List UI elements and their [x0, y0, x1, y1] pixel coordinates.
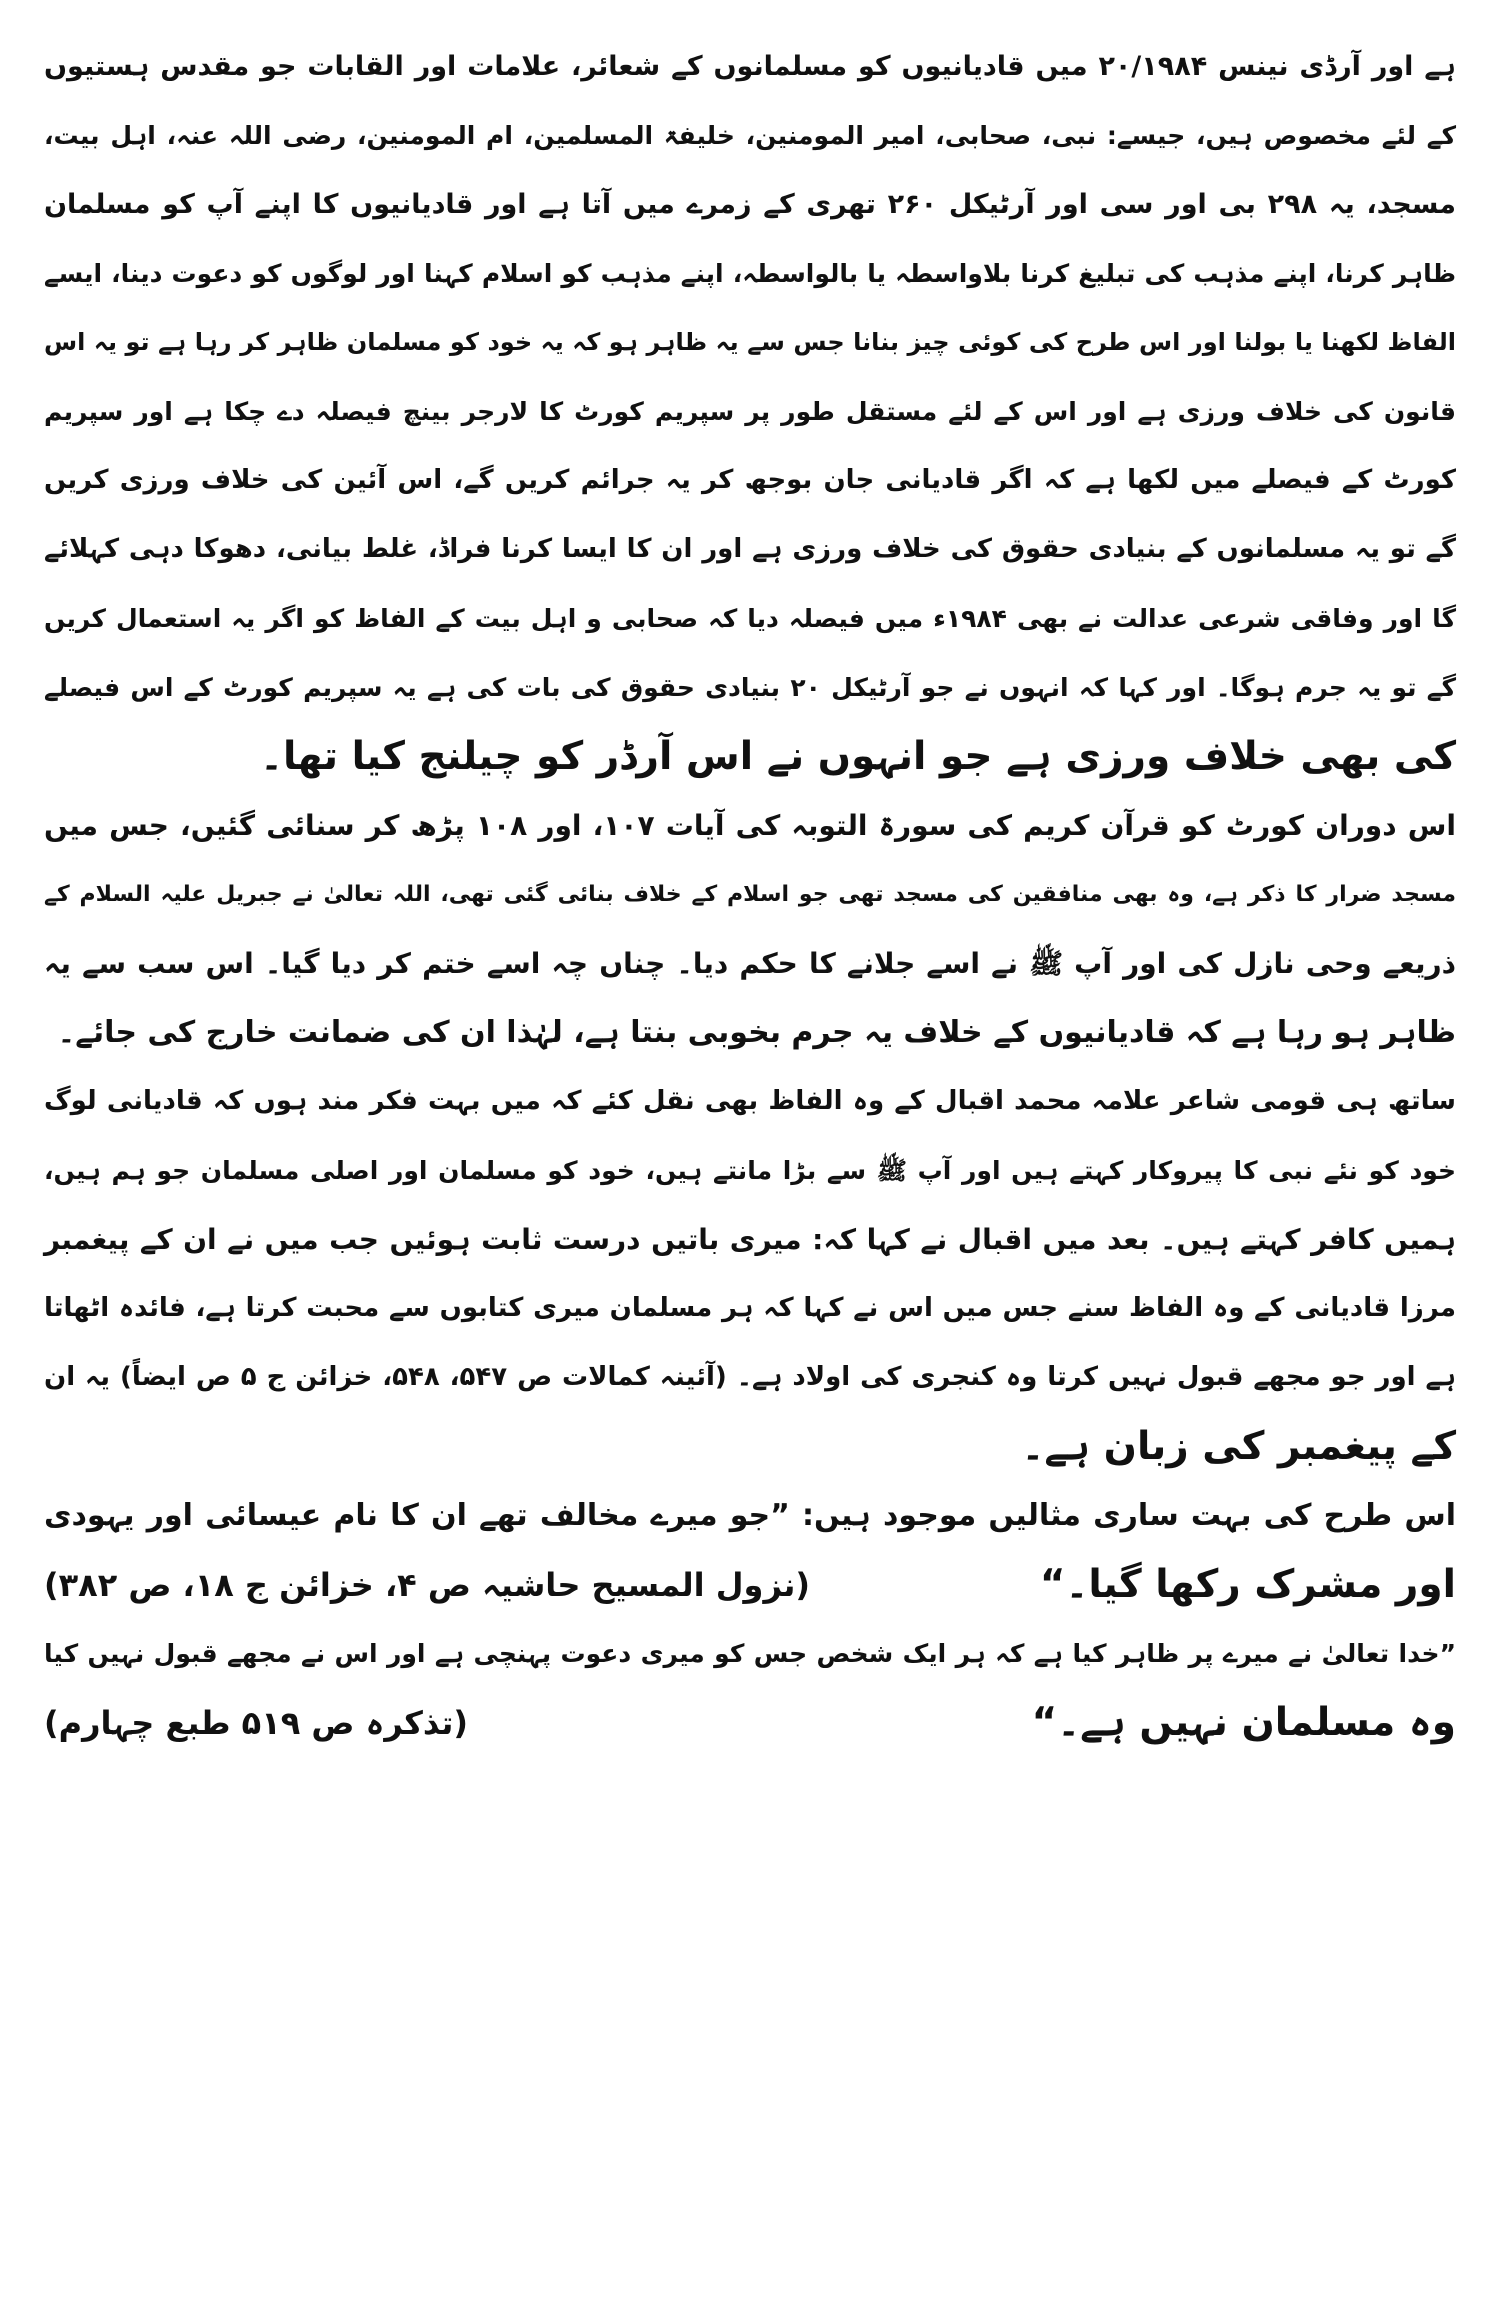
- quote-end-with-reference: [44, 1688, 1456, 1757]
- citation-reference: (نزول المسیح حاشیہ ص ۴، خزائن ج ۱۸، ص ۳۸۲): [44, 1565, 810, 1604]
- text-line: ذریعے وحی نازل کی اور آپ ﷺ نے اسے جلانے کا حکم دیا۔ چناں چہ اسے ختم کر دیا گیا۔ اس سب سے یہ: [44, 947, 1456, 980]
- paragraph-iqbal-quote: [44, 1067, 1456, 1481]
- text-line: اس طرح کی بہت ساری مثالیں موجود ہیں: ”جو میرے مخالف تھے ان کا نام عیسائی اور یہودی: [44, 1498, 1456, 1533]
- text-line: ظاہر کرنا، اپنے مذہب کی تبلیغ کرنا بلاواسطہ یا بالواسطہ، اپنے مذہب کو اسلام کہنا اور لوگوں کو دعوت دینا، ایسے: [44, 259, 1456, 288]
- text-line: ہے اور جو مجھے قبول نہیں کرتا وہ کنجری کی اولاد ہے۔ (آئینہ کمالات ص ۵۴۷، ۵۴۸، خزائن ج ۵ ص ایضاً) یہ ان: [44, 1362, 1456, 1392]
- text-line: خود کو نئے نبی کا پیروکار کہتے ہیں اور آپ ﷺ سے بڑا مانتے ہیں، خود کو مسلمان اور اصلی مسلمان جو ہم ہیں،: [44, 1156, 1456, 1185]
- text-line: گے تو یہ جرم ہوگا۔ اور کہا کہ انہوں نے جو آرٹیکل ۲۰ بنیادی حقوق کی بات کی ہے یہ سپریم کورٹ کے اس فیصلے: [44, 673, 1456, 702]
- text-line: قانون کی خلاف ورزی ہے اور اس کے لئے مستقل طور پر سپریم کورٹ کا لارجر بینچ فیصلہ دے چکا ہے اور سپریم: [44, 397, 1456, 426]
- text-line: وہ مسلمان نہیں ہے۔“: [1031, 1700, 1456, 1745]
- text-line: اس دوران کورٹ کو قرآن کریم کی سورۃ التوبہ کی آیات ۱۰۷، اور ۱۰۸ پڑھ کر سنائی گئیں، جس میں: [44, 809, 1456, 842]
- paragraph-ordinance: [44, 32, 1456, 791]
- text-line: کی بھی خلاف ورزی ہے جو انہوں نے اس آرڈر کو چیلنج کیا تھا۔: [260, 734, 1456, 779]
- text-line: کورٹ کے فیصلے میں لکھا ہے کہ اگر قادیانی جان بوجھ کر یہ جرائم کریں گے، اس آئین کی خلاف ورزی کریں: [44, 465, 1456, 495]
- text-line: مرزا قادیانی کے وہ الفاظ سنے جس میں اس نے کہا کہ ہر مسلمان میری کتابوں سے محبت کرتا ہے، فائدہ اٹھاتا: [44, 1293, 1456, 1323]
- text-line: مسجد، یہ ۲۹۸ بی اور سی اور آرٹیکل ۲۶۰ تھری کے زمرے میں آتا ہے اور قادیانیوں کا اپنے آپ کو مسلمان: [44, 189, 1457, 220]
- paragraph-quran-verses: [44, 791, 1456, 1067]
- text-line: کے لئے مخصوص ہیں، جیسے: نبی، صحابی، امیر المومنین، خلیفۃ المسلمین، ام المومنین، رضی اللہ عنہ، اہل بیت،: [44, 121, 1456, 150]
- paragraph-tazkira-quote: [44, 1619, 1456, 1757]
- paragraph-examples: [44, 1481, 1456, 1619]
- text-line: ”خدا تعالیٰ نے میرے پر ظاہر کیا ہے کہ ہر ایک شخص جس کو میری دعوت پہنچی ہے اور اس نے مجھے قبول نہیں کیا: [44, 1639, 1456, 1668]
- text-line: ساتھ ہی قومی شاعر علامہ محمد اقبال کے وہ الفاظ بھی نقل کئے کہ میں بہت فکر مند ہوں کہ قادیانی لوگ: [44, 1086, 1456, 1116]
- text-line: ظاہر ہو رہا ہے کہ قادیانیوں کے خلاف یہ جرم بخوبی بنتا ہے، لہٰذا ان کی ضمانت خارج کی جائے۔: [57, 1015, 1456, 1050]
- text-line: الفاظ لکھنا یا بولنا اور اس طرح کی کوئی چیز بنانا جس سے یہ ظاہر ہو کہ یہ خود کو مسلمان ظاہر کر رہا ہے تو یہ اس: [44, 328, 1456, 356]
- text-line: اور مشرک رکھا گیا۔“: [1039, 1562, 1456, 1607]
- text-line: ہمیں کافر کہتے ہیں۔ بعد میں اقبال نے کہا کہ: میری باتیں درست ثابت ہوئیں جب میں نے ان کے پیغمبر: [44, 1223, 1456, 1256]
- text-line: کے پیغمبر کی زبان ہے۔: [1021, 1424, 1456, 1469]
- text-line: گے تو یہ مسلمانوں کے بنیادی حقوق کی خلاف ورزی ہے اور ان کا ایسا کرنا فراڈ، غلط بیانی، دھوکا دہی کہلائے: [44, 534, 1456, 564]
- citation-reference: (تذکرہ ص ۵۱۹ طبع چہارم): [44, 1703, 468, 1742]
- text-line: گا اور وفاقی شرعی عدالت نے بھی ۱۹۸۴ء میں فیصلہ دیا کہ صحابی و اہل بیت کے الفاظ کو اگر یہ استعمال کریں: [44, 604, 1456, 633]
- quote-end-with-reference: [44, 1550, 1456, 1619]
- text-line: مسجد ضرار کا ذکر ہے، وہ بھی منافقین کی مسجد تھی جو اسلام کے خلاف بنائی گئی تھی، اللہ تعالیٰ نے جبریل علیہ السلام کے: [44, 882, 1456, 907]
- text-line: ہے اور آرڈی نینس ۲۰/۱۹۸۴ میں قادیانیوں کو مسلمانوں کے شعائر، علامات اور القابات جو مقدس ہستیوں: [44, 51, 1456, 82]
